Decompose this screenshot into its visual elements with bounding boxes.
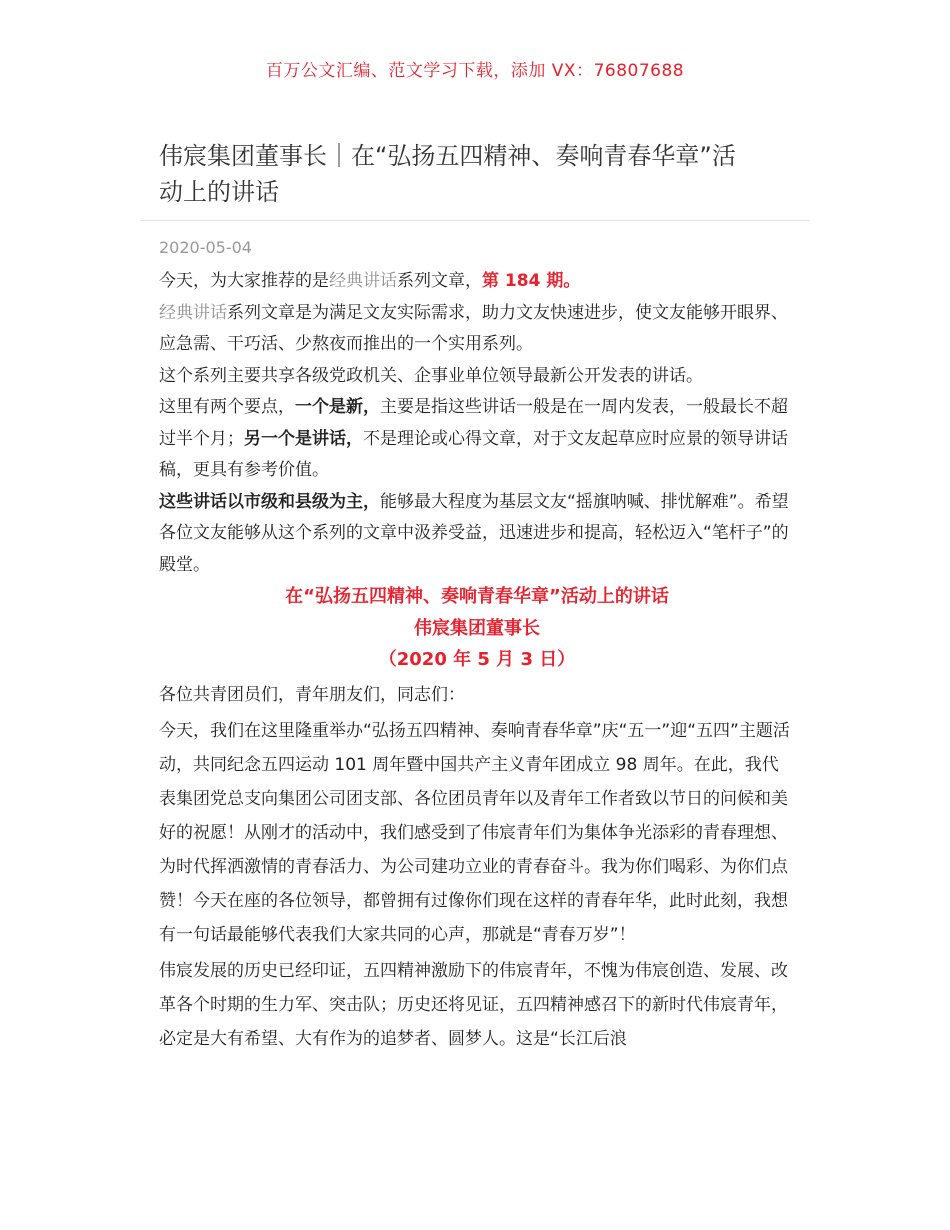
intro-paragraph-3: 这个系列主要共享各级党政机关、企事业单位领导最新公开发表的讲话。 bbox=[159, 365, 703, 386]
speech-heading: 在“弘扬五四精神、奏响青春华章”活动上的讲话 bbox=[285, 586, 669, 607]
speech-date: （2020 年 5 月 3 日） bbox=[378, 649, 576, 670]
intro-paragraph-1 bbox=[159, 266, 795, 298]
key-point-1: 一个是新， bbox=[295, 397, 380, 417]
speech-speaker: 伟宸集团董事长 bbox=[414, 617, 540, 639]
intro-text: 系列文章是为满足文友实际需求，助力文友快速进步，使文友能够开眼界、应急需、干巧活、少熬夜而推出的一个实用系列。 bbox=[159, 302, 788, 354]
series-name: 经典讲话 bbox=[159, 302, 227, 323]
issue-number: 第 184 期。 bbox=[482, 271, 581, 291]
intro-text: 不是理论或心得文章，对于文友起草应时应景的领导讲话稿，更具有参考价值。 bbox=[159, 428, 788, 480]
intro-text: 今天，为大家推荐的是 bbox=[159, 271, 329, 291]
intro-text: 系列文章， bbox=[397, 271, 482, 291]
key-point-2: 另一个是讲话， bbox=[244, 428, 363, 449]
title-divider bbox=[140, 220, 810, 221]
speech-salutation: 各位共青团员们，青年朋友们，同志们： bbox=[159, 684, 465, 705]
intro-paragraph-4 bbox=[159, 392, 795, 487]
intro-text: 主要是指这些讲话一般是在一周内发表，一般最长不超过半个月； bbox=[159, 397, 788, 449]
intro-text: 能够最大程度为基层文友“摇旗呐喊、排忧解难”。希望各位文友能够从这个系列的文章中汲养受益，迅速进步和提高，轻松迈入“笔杆子”的殿堂。 bbox=[159, 491, 789, 575]
intro-text: 这里有两个要点， bbox=[159, 397, 295, 417]
header-banner: 百万公文汇编、范文学习下载，添加 VX：76807688 bbox=[265, 61, 685, 81]
key-point-3: 这些讲话以市级和县级为主， bbox=[159, 491, 380, 512]
speech-paragraph-1: 今天，我们在这里隆重举办“弘扬五四精神、奏响青春华章”庆“五一”迎“五四”主题活动，共同纪念五四运动 101 周年暨中国共产主义青年团成立 98 周年。在此，我代表集团党总支向集团公司团支部、各位团员青年以及青年工作者致以节日的问候和美好的祝愿！从刚才的活动中，我们感受到了伟宸青年们为集体争光添彩的青春理想、为时代挥洒激情的青春活力、为公司建功立业的青春奋斗。我为你们喝彩、为你们点赞！今天在座的各位领导，都曾拥有过像你们现在这样的青春年华，此时此刻，我想有一句话最能够代表我们大家共同的心声，那就是“青春万岁”！ bbox=[159, 720, 790, 945]
article-title: 伟宸集团董事长｜在“弘扬五四精神、奏响青春华章”活动上的讲话 bbox=[159, 142, 736, 206]
speech-paragraph-2: 伟宸发展的历史已经印证，五四精神激励下的伟宸青年，不愧为伟宸创造、发展、改革各个时期的生力军、突击队；历史还将见证，五四精神感召下的新时代伟宸青年，必定是大有希望、大有作为的追梦者、圆梦人。这是“长江后浪 bbox=[159, 960, 788, 1049]
series-name: 经典讲话 bbox=[329, 271, 397, 291]
article-body bbox=[159, 266, 795, 1056]
publish-date: 2020-05-04 bbox=[159, 238, 252, 257]
intro-paragraph-5 bbox=[159, 487, 795, 582]
intro-paragraph-2 bbox=[159, 298, 795, 361]
